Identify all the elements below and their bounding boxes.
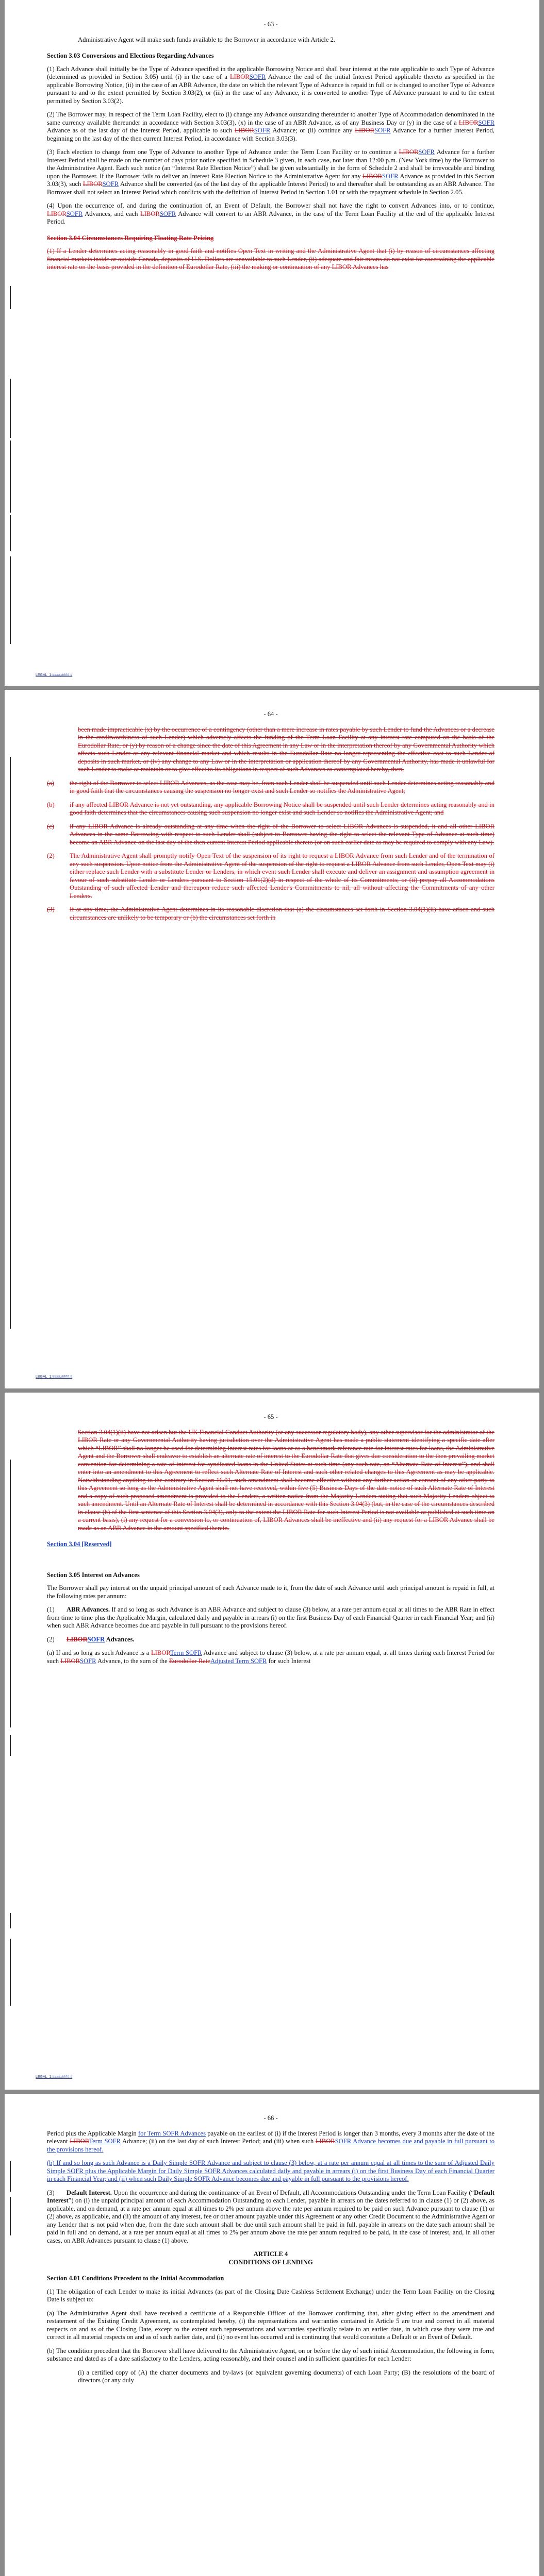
page-number: - 64 - [263,710,278,718]
change-bar [10,379,11,438]
document-page-64 [5,690,539,1388]
document-page-65 [5,1393,539,2090]
deleted-text: LIBOR [229,73,250,80]
footer-code: LEGAL_1:####,####.# [36,1375,73,1379]
change-bar [10,1913,11,1928]
deleted-clause: (3) If at any time, the Administrative Agent determines in its reasonable discretion that (a) the circumstances set forth in Section 3.04(1)(ii) have arisen and such circumstances are unlikely to be temporary or (b) the circumstances set forth in [47,906,494,921]
page-number: - 63 - [263,21,278,28]
deleted-paragraph: Section 3.04(1)(ii) have not arisen but the UK Financial Conduct Authority (or any successor regulatory body), any other supervisor for the administrator of the LIBOR Rate or any Governmental Authority having jurisdiction over the Administrative Agent has made a public statement identifying a specific date after which “LIBOR” shall no longer be used for determining interest rates for loans or as a benchmark reference rate for interest rates for loans, the Administrative Agent and the Borrower shall endeavor to establish an alternate rate of interest to the Eurodollar Rate that gives due consideration to the then prevailing market convention for determining a rate of interest for syndicated loans in the United States at such time (any such rate, an “Alternate Rate of Interest”), and shall enter into an amendment to this Agreement to reflect such Alternate Rate of Interest and such other related changes to this Agreement as may be applicable. Notwithstanding anything to the contrary in Section 16.01, such amendment shall become effective without any further action or consent of any other party to this Agreement so long as the Administrative Agent shall not have received, within five (5) Business Days of the date notice of such Alternate Rate of Interest and a copy of such proposed amendment is provided to the Lenders, a written notice from the Majority Lenders stating that such Majority Lenders object to such amendment. Until an Alternate Rate of Interest shall be determined in accordance with this Section 3.04(3) (but, in the case of the circumstances described in clause (b) of the first sentence of this Section 3.04(3), only to the extent the LIBOR Rate for such Interest Period is not available or published at such time on a current basis), (i) any request for a conversion to, or continuation of, LIBOR Advances shall be ineffective and (ii) any request for a LIBOR Advance shall be made as an ABR Advance in the amount specified therein. [78,1428,494,1532]
deleted-clause: (c) if any LIBOR Advance is already outstanding at any time when the right of the Borrower to select LIBOR Advances is suspended, it and all other LIBOR Advances in the same Borrowing with respect to such Lender shall (subject to Borrower having the right to select the relevant Type of Advance at such time) become an ABR Advance on the last day of the then current Interest Period applicable thereto (or on such earlier date as may be required to comply with any Law). [47,822,494,846]
paragraph: (b) The condition precedent that the Borrower shall have delivered to the Administrative Agent, on or before the day of such initial Accommodation, the following in form, substance and dated as of a date satisfactory to the Lenders, acting reasonably, and their counsel and in sufficient quantities for each Lender: [47,2347,494,2362]
change-bar [10,515,11,551]
deleted-clause: (b) if any affected LIBOR Advance is not yet outstanding, any applicable Borrowing Notice shall be suspended until such Lender determines acting reasonably and in good faith determines that the circumstances causing such suspension no longer exist and such Lender so notifies the Administrative Agent; and [47,801,494,816]
inserted-paragraph: (b) If and so long as such Advance is a Daily Simple SOFR Advance and subject to clause (3) below, at a rate per annum equal at all times to the sum of Adjusted Daily Simple SOFR plus the Applicable Margin for Daily Simple SOFR Advances calculated daily and payable in arrears (i) on the first Business Day of each Financial Quarter in each Financial Year; and (ii) when such Daily Simple SOFR Advance becomes due and payable in full pursuant to the provisions hereof. [47,2159,494,2182]
change-bar [10,1460,11,1727]
paragraph: (4) Upon the occurrence of, and during the continuation of, an Event of Default, the Borrower shall not have the right to convert Advances into, or to continue, LIBORSOFR Advances, and each LIBORSOFR Advance will convert to an ABR Advance, in the case of the Term Loan Facility at the end of the applicable Interest Period. [47,202,495,225]
change-bar [10,757,11,1329]
change-bar [10,2197,11,2235]
document-page-63 [5,0,539,686]
paragraph: (3) Each election to change from one Type of Advance to another Type of Advance under the Term Loan Facility or to continue a LIBORSOFR Advance for a further Interest Period shall be made on the number of days prior notice specified in Schedule 3 given, in each case, not later than 12:00 p.m. (New York time) by the Borrower to the Administrative Agent. Each such notice (an “Interest Rate Election Notice”) shall be given substantially in the form of Schedule 2 and shall be irrevocable and binding upon the Borrower. If the Borrower fails to deliver an Interest Rate Election Notice to the Administrative Agent for any LIBORSOFR Advance as provided in this Section 3.03(3), such LIBORSOFR Advance shall be converted (as of the last day of the applicable Interest Period) to and thereafter shall be outstanding as an ABR Advance. The Borrower shall not select an Interest Period which conflicts with the definition of Interest Period in Section 1.01 or with the repayment schedule in Section 2.05. [47,148,494,196]
change-bar [10,1939,11,2006]
section-heading: Section 4.01 Conditions Precedent to the Initial Accommodation [47,2275,224,2282]
paragraph: (a) The Administrative Agent shall have received a certificate of a Responsible Officer of the Borrower confirming that, after giving effect to the amendment and restatement of the Existing Credit Agreement, as contemplated hereby, (i) the representations and warranties contained in Article 5 are true and correct in all material respects on and as of the Closing Date, except to the extent such representations and warranties specifically relate to an earlier date, in which case they were true and correct in all material respects on and as of such earlier date, and (ii) no event has occurred and is continuing that would constitute a Default or an Event of Default. [47,2309,494,2341]
footer-code: LEGAL_1:####,####.# [36,2075,73,2079]
paragraph: (1) ABR Advances. If and so long as such Advance is an ABR Advance and subject to clause (3) below, at a rate per annum equal at all times to the ABR Rate in effect from time to time plus the Applicable Margin, calculated daily and payable in arrears (i) on the first Business Day of each Financial Quarter in each Financial Year; and (ii) when such ABR Advance becomes due and payable in full pursuant to the provisions hereof. [47,1606,495,1629]
section-heading: Section 3.03 Conversions and Elections Regarding Advances [47,52,214,59]
change-bar [10,440,11,513]
article-subtitle: CONDITIONS OF LENDING [228,2258,313,2266]
paragraph: (a) If and so long as such Advance is a LIBORTerm SOFR Advance and subject to clause (3) below, at a rate per annum equal, at all times during each Interest Period for such LIBORSOFR Advance, to the sum of the Eurodollar RateAdjusted Term SOFR for such Interest [47,1649,494,1665]
inserted-section-heading: Section 3.04 [Reserved] [47,1540,112,1548]
deleted-paragraph: been made impracticable (x) by the occurrence of a contingency (other than a mere increase in rates payable by such Lender to fund the Advances or a decrease in the creditworthiness of such Lender) which adversely affects the funding of the Term Loan Facility at any interest rate computed on the basis of the Eurodollar Rate, or (y) by reason of a change since the date of this Agreement in any Law or in the interpretation thereof by any Governmental Authority which affects such Lender or any relevant financial market and which results in the Eurodollar Rate no longer representing the effective cost to such Lender of deposits in such market, or (iv) any change to any Law or in the interpretation or application thereof by any Governmental Authority, has made it unlawful for such Lender to make or maintain or to give effect to its obligations in respect of such Advances as contemplated hereby, then, [78,725,494,773]
paragraph: (3) Default Interest. Upon the occurrence and during the continuance of an Event of Default, all Accommodations Outstanding under the Term Loan Facility (“Default Interest”) on (i) the unpaid principal amount of each Accommodation Outstanding to each Lender, payable in arrears on the dates referred to in clause (1) or (2) above, as applicable, and on demand, at a rate per annum equal at all times to 2% per annum above the rate per annum required to be paid on such Advance pursuant to clause (1) or (2) above, as applicable, and (ii) the amount of any interest, fee or other amount payable under this Agreement or any other Credit Document to the Administrative Agent or any Lender that is not paid when due, from the date such amount shall be due until such amount shall be paid in full, payable in arrears on the date such amount shall be paid in full and on demand, at a rate per annum equal at all times to 2% per annum above the rate per annum required to be paid, in the case of interest, and, in all other cases, on ABR Advances pursuant to clause (1) above. [47,2189,494,2244]
change-bar [10,1735,11,1756]
change-bar [10,2161,11,2192]
deleted-paragraph: (1) If a Lender determines acting reasonably in good faith and notifies Open Text in writing and the Administrative Agent that (i) by reason of circumstances affecting financial markets inside or outside Canada, deposits of U.S. Dollars are unavailable to such Lender, (ii) adequate and fair means do not exist for ascertaining the applicable interest rate on the basis provided in the definition of Eurodollar Rate, (iii) the making or continuation of any LIBOR Advances has [47,247,494,270]
article-title: ARTICLE 4 [253,2250,288,2258]
deleted-section-heading: Section 3.04 Circumstances Requiring Floating Rate Pricing [47,234,214,242]
paragraph: Administrative Agent will make such funds available to the Borrower in accordance with Article 2. [78,36,336,43]
paragraph: Period plus the Applicable Margin for Term SOFR Advances payable on the earliest of (i) if the Interest Period is longer than 3 months, every 3 months after the date of the relevant LIBORTerm SOFR Advance; (ii) on the last day of such Interest Period; and (iii) when such LIBORSOFR Advance becomes due and payable in full pursuant to the provisions hereof. [47,2129,495,2153]
deleted-clause: (2) The Administrative Agent shall promptly notify Open Text of the suspension of its right to request a LIBOR Advance from such Lender and of the termination of any such suspension. Upon notice from the Administrative Agent of the suspension of the right to request a LIBOR Advance from such Lender, Open Text may (i) either replace such Lender with a substitute Lender or Lenders, in which event such Lender shall execute and deliver an assignment and assumption agreement in favour of such substitute Lender or Lenders pursuant to Section 15.01(2)(d) in respect of the whole of its Commitments; or (ii) prepay all Accommodations Outstanding of such affected Lender and thereupon reduce such affected Lender's Commitments to nil, all without affecting the Commitments of any other Lenders. [47,852,494,900]
inserted-text: SOFR [249,73,266,80]
section-heading: Section 3.05 Interest on Advances [47,1571,140,1579]
footer-code: LEGAL_1:####,####.# [36,673,73,677]
paragraph: (2) The Borrower may, in respect of the Term Loan Facility, elect to (i) change any Advance outstanding thereunder to another Type of Accommodation denominated in the same currency available thereunder in accordance with Section 3.03(3), (x) in the case of an ABR Advance, as of any Business Day or (y) in the case of a LIBORSOFR Advance as of the last day of the Interest Period, applicable to such LIBORSOFR Advance; or (ii) continue any LIBORSOFR Advance for a further Interest Period, beginning on the last day of the then current Interest Period, in accordance with Section 3.03(3). [47,111,495,142]
paragraph: (i) a certified copy of (A) the charter documents and by-laws (or equivalent governing documents) of each Loan Party; (B) the resolutions of the board of directors (or any duly [78,2368,494,2384]
page-number: - 65 - [263,1413,278,1420]
paragraph: (1) Each Advance shall initially be the Type of Advance specified in the applicable Borrowing Notice and shall bear interest at the rate applicable to such Type of Advance (determined as provided in Section 3.05) until (i) in the case of a LIBORSOFR Advance the end of the initial Interest Period applicable thereto as specified in the applicable Borrowing Notice, (ii) in the case of an ABR Advance, the date on which the relevant Type of Advance is repaid in full or is changed to another Type of Advance pursuant to and to the extent permitted by Section 3.03(2), or (iii) in the case of any Advance, it is converted to another Type of Advance pursuant to and to the extent permitted by Section 3.03(2). [47,65,494,105]
change-bar [10,556,11,644]
document-page-66 [5,2094,539,2576]
deleted-clause: (a) the right of the Borrower to select LIBOR Advances, as the case may be, from such Lender shall be suspended until such Lender determines acting reasonably and in good faith that the circumstances causing the suspension no longer exist and such Lender so notifies the Administrative Agent; [47,779,494,794]
page-number: - 66 - [263,2114,278,2122]
paragraph: (1) The obligation of each Lender to make its initial Advances (as part of the Closing Date Cashless Settlement Exchange) under the Term Loan Facility on the Closing Date is subject to: [47,2287,494,2303]
paragraph: The Borrower shall pay interest on the unpaid principal amount of each Advance made to it, from the date of such Advance until such principal amount is repaid in full, at the following rates per annum: [47,1584,494,1600]
subheading: (2) LIBORSOFR Advances. [47,1635,135,1643]
change-bar [10,286,11,309]
